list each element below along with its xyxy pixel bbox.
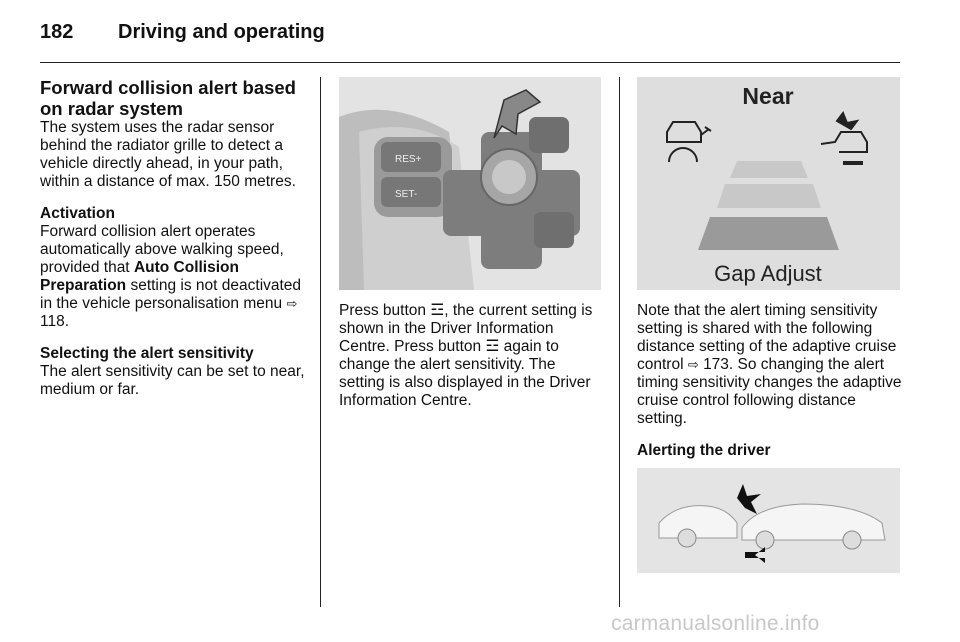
intro-paragraph: The system uses the radar sensor behind the radiator grille to detect a vehicle directly ahead, in your path, within a distance of max. 150 metres. — [40, 119, 296, 190]
alerting-title: Alerting the driver — [637, 442, 771, 459]
distance-setting-icon: ☲ — [485, 338, 500, 355]
note-text-end: So changing the alert timing sensitivity changes the adaptive cruise control following distance setting. — [637, 356, 902, 427]
note-text: Note that the alert timing sensitivity setting is shared with the following distance setting of the adaptive cruise control — [637, 302, 897, 373]
page-number: 182 — [40, 21, 74, 43]
set-button-label: SET- — [395, 189, 418, 200]
column-3 — [637, 77, 903, 573]
activation-text: Forward collision alert operates automatically above walking speed, provided that — [40, 223, 284, 276]
watermark: carmanualsonline.info — [611, 612, 820, 635]
note-paragraph — [637, 302, 903, 428]
page-header — [40, 18, 900, 63]
page-ref-link[interactable]: 173. — [703, 356, 734, 373]
driver-information-centre-display — [637, 77, 900, 290]
alerting-driver-figure — [637, 468, 900, 573]
auto-collision-preparation-term: Auto Collision Preparation — [40, 259, 239, 294]
section-heading: Forward collision alert based on radar system — [40, 77, 296, 119]
activation-text-end: setting is not deactivated in the vehicle personalisation menu — [40, 277, 302, 312]
sensitivity-title: Selecting the alert sensitivity — [40, 345, 254, 362]
sensitivity-paragraph — [40, 345, 308, 399]
column-1 — [40, 77, 308, 413]
activation-title: Activation — [40, 205, 115, 222]
sensitivity-text: The alert sensitivity can be set to near, medium or far. — [40, 363, 305, 398]
chapter-title: Driving and operating — [118, 21, 325, 43]
distance-setting-icon: ☲ — [430, 302, 445, 319]
page-ref-arrow-icon: ⇨ — [687, 357, 699, 372]
column-divider — [619, 77, 620, 607]
page-ref-link[interactable]: 118. — [40, 313, 70, 330]
page-ref-arrow-icon: ⇨ — [286, 296, 298, 311]
press-text-3: again to change the alert sensitivity. The setting is also displayed in the Driver Information Centre. — [339, 338, 591, 409]
res-button-label: RES+ — [395, 154, 422, 165]
press-text-1: Press button — [339, 302, 431, 319]
column-2 — [339, 77, 604, 424]
steering-wheel-controls-figure — [339, 77, 601, 290]
column-divider — [320, 77, 321, 607]
press-button-paragraph — [339, 302, 604, 410]
activation-paragraph — [40, 205, 308, 331]
gap-adjust-label: Gap Adjust — [714, 261, 822, 286]
press-text-2: , the current setting is shown in the Driver Information Centre. Press button — [339, 302, 593, 355]
near-label: Near — [742, 83, 794, 109]
